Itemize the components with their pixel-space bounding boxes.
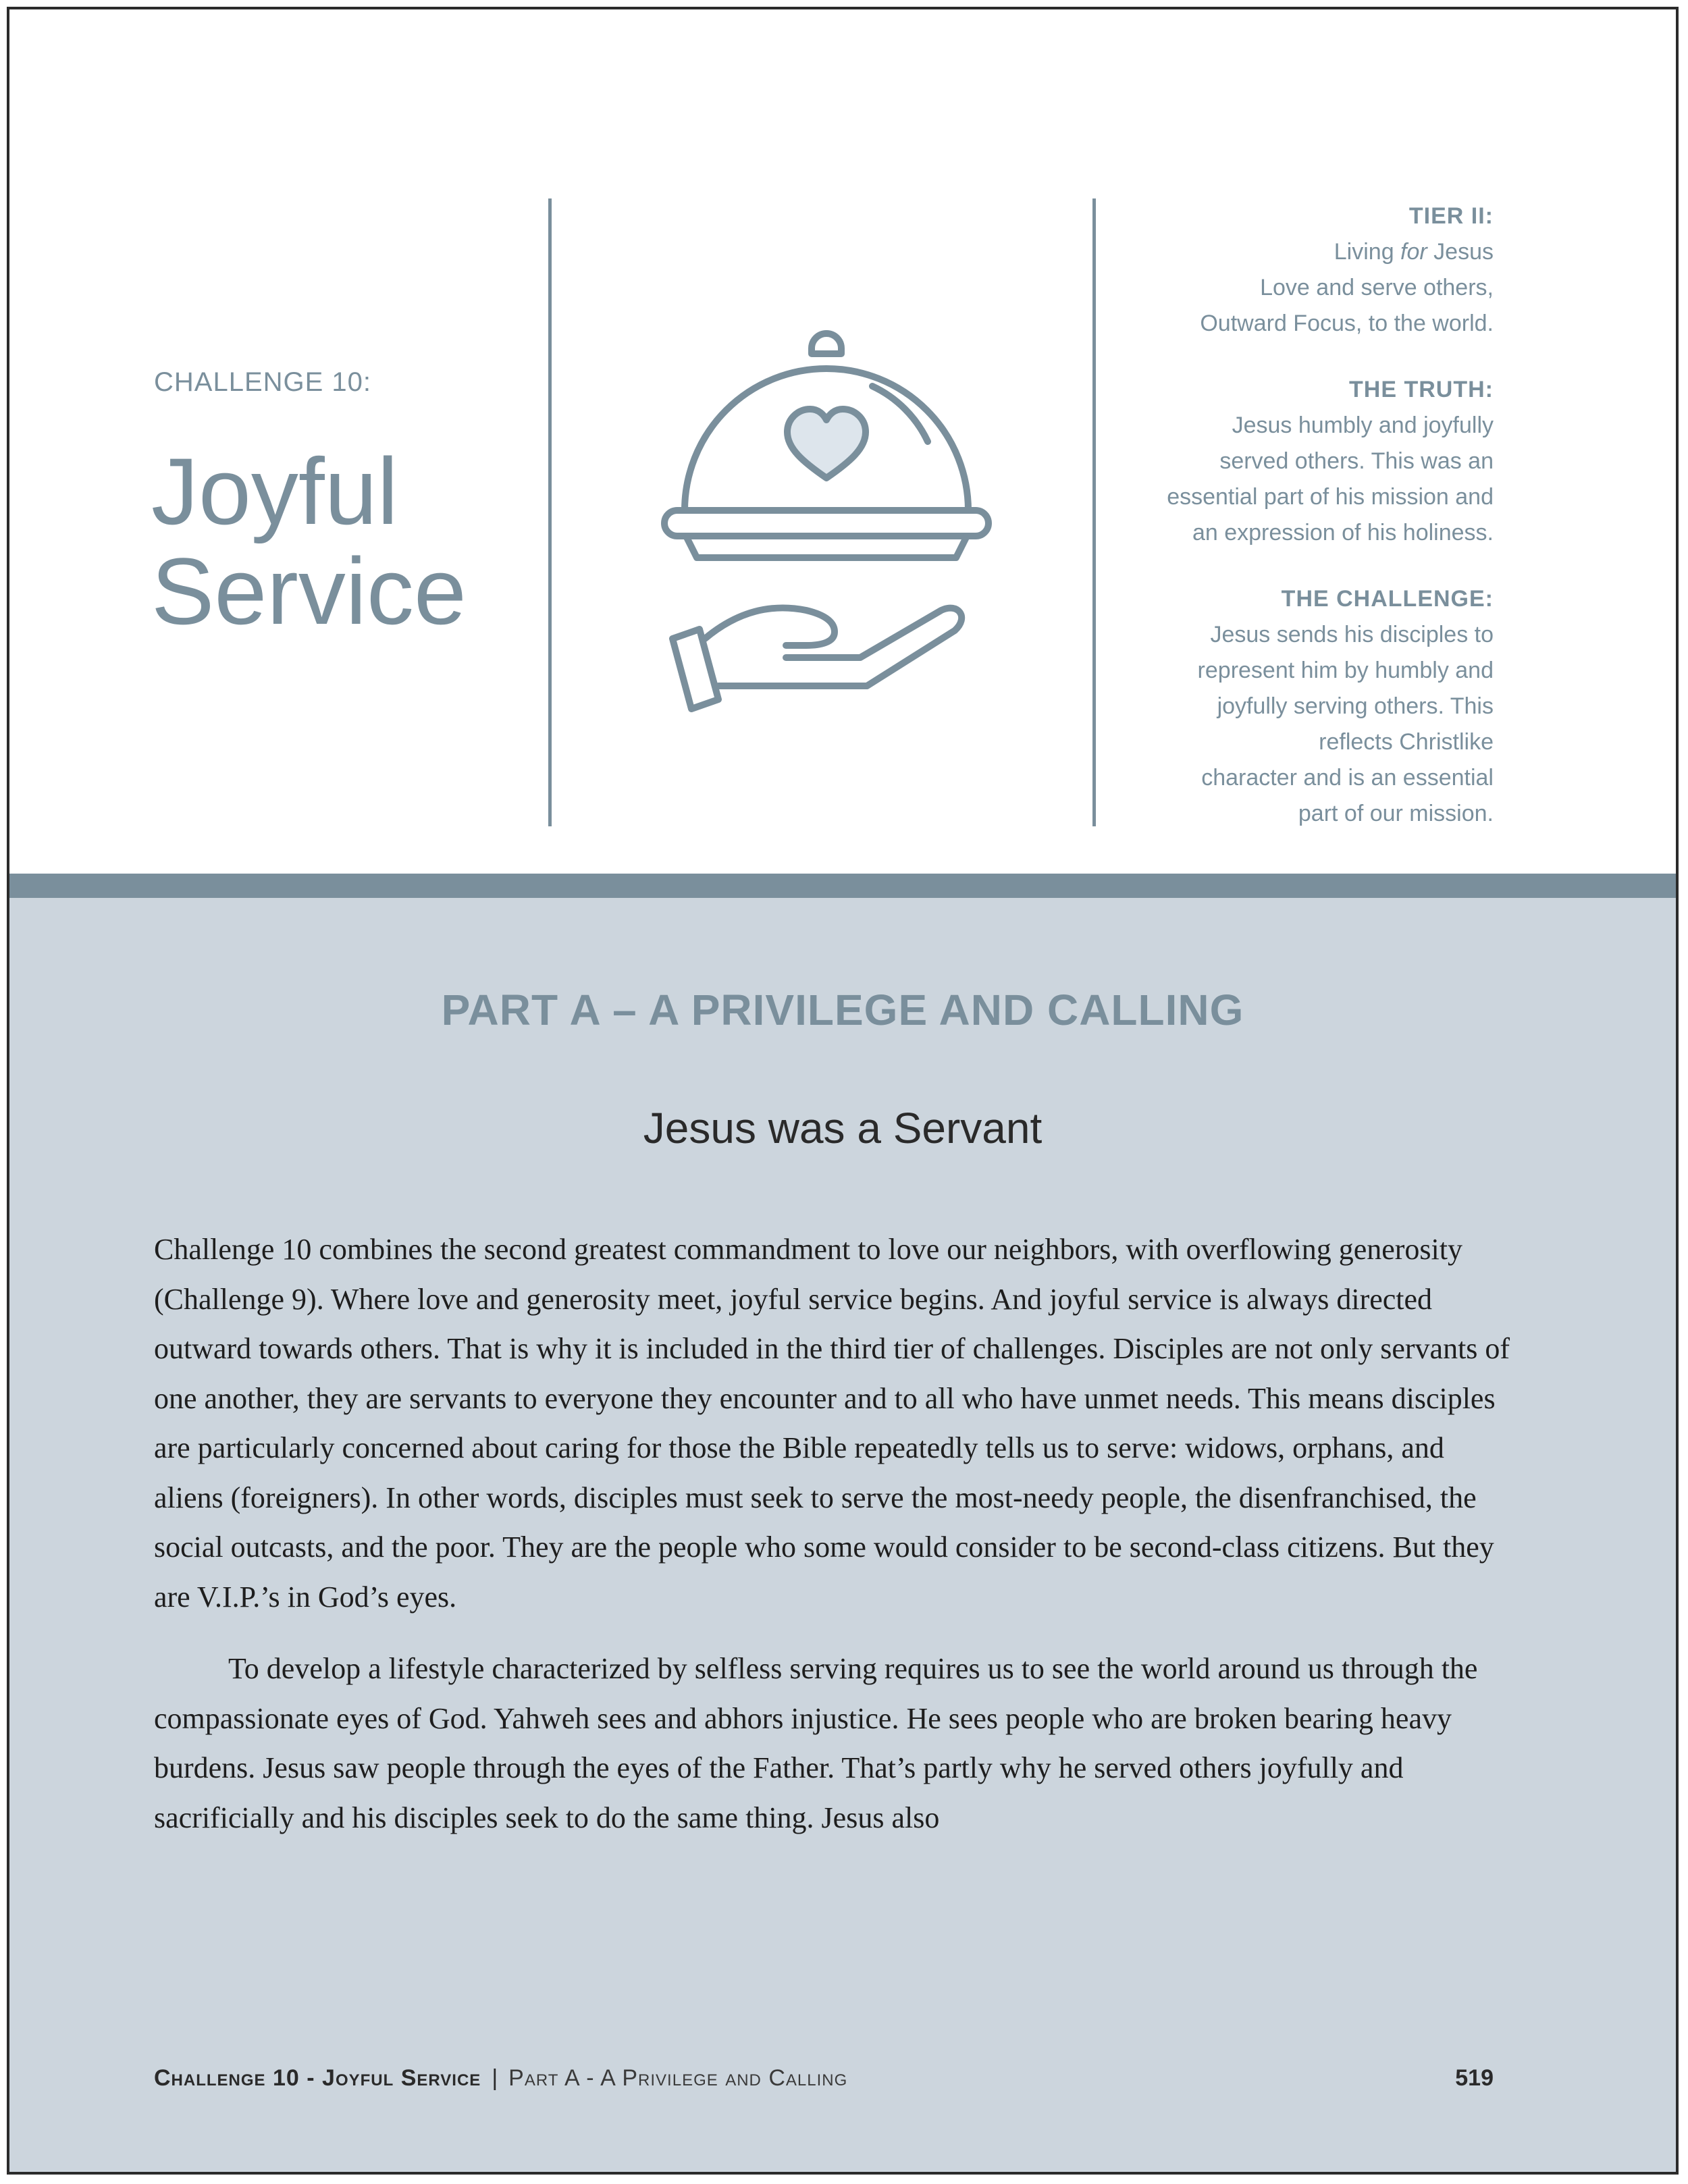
tier-line3: Outward Focus, to the world. — [1200, 311, 1494, 336]
challenge-line: character and is an essential — [1201, 765, 1494, 791]
challenge-title — [151, 438, 467, 644]
challenge-label: CHALLENGE 10: — [154, 367, 372, 397]
tier-line1-post: Jesus — [1427, 239, 1494, 265]
challenge-block — [1075, 581, 1494, 832]
challenge-line: joyfully serving others. This — [1217, 693, 1494, 719]
challenge-title-line2: Service — [151, 538, 467, 644]
footer-separator: | — [492, 2065, 498, 2091]
challenge-sidebar — [1075, 198, 1494, 862]
title-panel — [9, 9, 1676, 874]
challenge-line: Jesus sends his disciples to — [1210, 622, 1494, 647]
paragraph: Challenge 10 combines the second greatest commandment to love our neighbors, with overflowing generosity (Challenge 9). Where love and generosity meet, joyful service begins. And joyful service is always directed outward towards others. That is why it is included in the third tier of challenges. Disciples are not only servants of one another, they are servants to everyone they encounter and to all who have unmet needs. This means disciples are particularly concerned about caring for those the Bible repeatedly tells us to serve: widows, orphans, and aliens (foreigners). In other words, disciples must seek to serve the most-needy people, the disenfranchised, the social outcasts, and the poor. They are the people who some would consider to be second-class citizens. But they are V.I.P.’s in God’s eyes. — [154, 1233, 1510, 1614]
running-footer — [154, 2065, 847, 2092]
tier-line1-pre: Living — [1334, 239, 1401, 265]
truth-line: served others. This was an — [1219, 448, 1494, 474]
serving-cloche-hand-heart-icon — [658, 327, 995, 718]
tier-line2: Love and serve others, — [1260, 275, 1494, 300]
challenge-line: reflects Christlike — [1319, 729, 1494, 755]
challenge-title-line1: Joyful — [151, 438, 398, 544]
part-heading: PART A – A PRIVILEGE AND CALLING — [441, 986, 1244, 1034]
paragraph: To develop a lifestyle characterized by selfless serving requires us to see the world around us through the compassionate eyes of God. Yahweh sees and abhors injustice. He sees people who are broken bearing heavy burdens. Jesus saw people through the eyes of the Father. That’s partly why he served others joyfully and sacrificially and his disciples seek to do the same thing. Jesus also — [154, 1652, 1478, 1834]
page-frame — [7, 7, 1679, 2175]
section-subheading: Jesus was a Servant — [643, 1104, 1043, 1152]
tier-heading: TIER II: — [1408, 203, 1494, 229]
body-text — [154, 1225, 1511, 1865]
page-number: 519 — [1455, 2065, 1494, 2091]
challenge-line: part of our mission. — [1298, 801, 1494, 826]
truth-line: an expression of his holiness. — [1192, 520, 1494, 545]
truth-line: essential part of his mission and — [1167, 484, 1494, 510]
section-divider-band — [9, 874, 1676, 898]
truth-block — [1075, 372, 1494, 551]
tier-line1-emphasis: for — [1400, 239, 1427, 265]
footer-part: Part A - A Privilege and Calling — [508, 2065, 848, 2091]
tier-line1 — [1075, 234, 1494, 270]
truth-line: Jesus humbly and joyfully — [1232, 412, 1494, 438]
footer-chapter: Challenge 10 - Joyful Service — [154, 2065, 481, 2091]
left-divider — [548, 198, 552, 826]
challenge-heading: THE CHALLENGE: — [1281, 586, 1494, 612]
tier-block — [1075, 198, 1494, 342]
truth-heading: THE TRUTH: — [1349, 377, 1494, 402]
challenge-line: represent him by humbly and — [1197, 658, 1494, 683]
